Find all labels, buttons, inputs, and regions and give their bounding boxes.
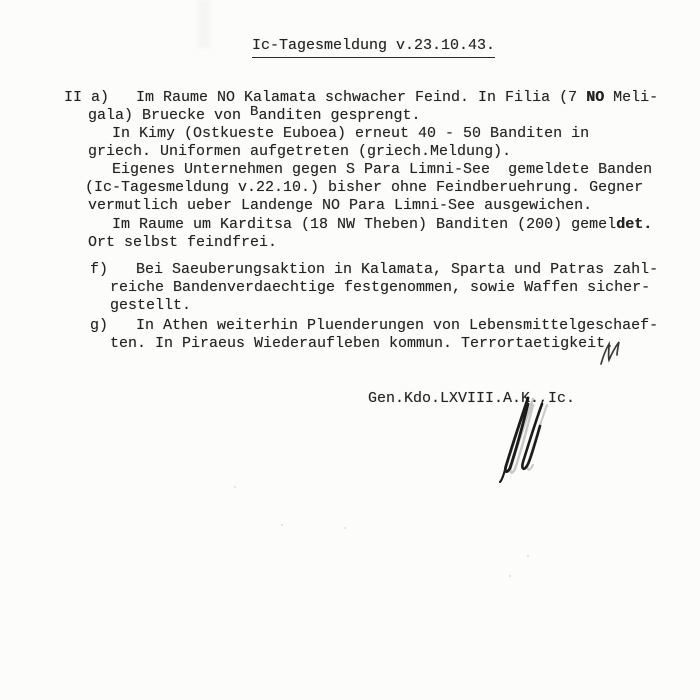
doc-line-f3: gestellt. (110, 297, 192, 314)
doc-line-a3: In Kimy (Ostkueste Euboea) erneut 40 - 50 Banditen in (112, 125, 590, 142)
scan-speck (527, 555, 529, 557)
doc-line-a8 (112, 216, 652, 234)
document-title: Ic-Tagesmeldung v.23.10.43. (252, 37, 495, 58)
scan-speck (281, 524, 283, 526)
handwritten-signature-mark (478, 392, 568, 484)
section-marker-iia: II a) (64, 89, 110, 106)
scan-smudge (198, 0, 210, 48)
doc-line-a8-overstrike: det. (616, 216, 653, 233)
section-marker-g: g) (90, 317, 109, 334)
doc-line-g2: ten. In Piraeus Wiederaufleben kommun. Terrortaetigkeit. (110, 335, 615, 352)
doc-line-a2-pre: gala) Bruecke von (88, 107, 251, 124)
signature-line: Gen.Kdo.LXVIII.A.K.,Ic. (368, 390, 576, 407)
doc-line-f2: reiche Bandenverdaechtige festgenommen, sowie Waffen sicher- (110, 279, 651, 296)
doc-line-a2-post: anditen gesprengt. (258, 107, 421, 124)
doc-line-a7: vermutlich ueber Landenge NO Para Limni-See ausgewichen. (88, 197, 593, 214)
scan-speck (344, 527, 346, 529)
doc-line-a1-post: Meli- (604, 89, 659, 106)
doc-line-a1 (136, 89, 658, 107)
doc-line-a2 (88, 104, 421, 125)
doc-line-a5: Eigenes Unternehmen gegen S Para Limni-See gemeldete Banden (112, 161, 653, 178)
doc-line-f1: Bei Saeuberungsaktion in Kalamata, Sparta und Patras zahl- (136, 261, 659, 278)
doc-line-a4: griech. Uniformen aufgetreten (griech.Meldung). (88, 143, 512, 160)
doc-line-a6: (Ic-Tagesmeldung v.22.10.) bisher ohne Feindberuehrung. Gegner (85, 179, 644, 196)
scan-speck (234, 486, 236, 488)
section-marker-f: f) (90, 261, 109, 278)
handwritten-initials-mark (595, 336, 631, 372)
doc-line-g1: In Athen weiterhin Pluenderungen von Lebensmittelgeschaef- (136, 317, 659, 334)
doc-line-a8-pre: Im Raume um Karditsa (18 NW Theben) Banditen (200) gemel (112, 216, 617, 233)
doc-line-a9: Ort selbst feindfrei. (88, 234, 278, 251)
doc-line-a1-overstrike: NO (586, 89, 605, 106)
doc-line-a1-pre: Im Raume NO Kalamata schwacher Feind. In Filia (7 (136, 89, 587, 106)
scan-speck (509, 575, 511, 577)
doc-line-a2-raised-letter: B (250, 104, 259, 120)
